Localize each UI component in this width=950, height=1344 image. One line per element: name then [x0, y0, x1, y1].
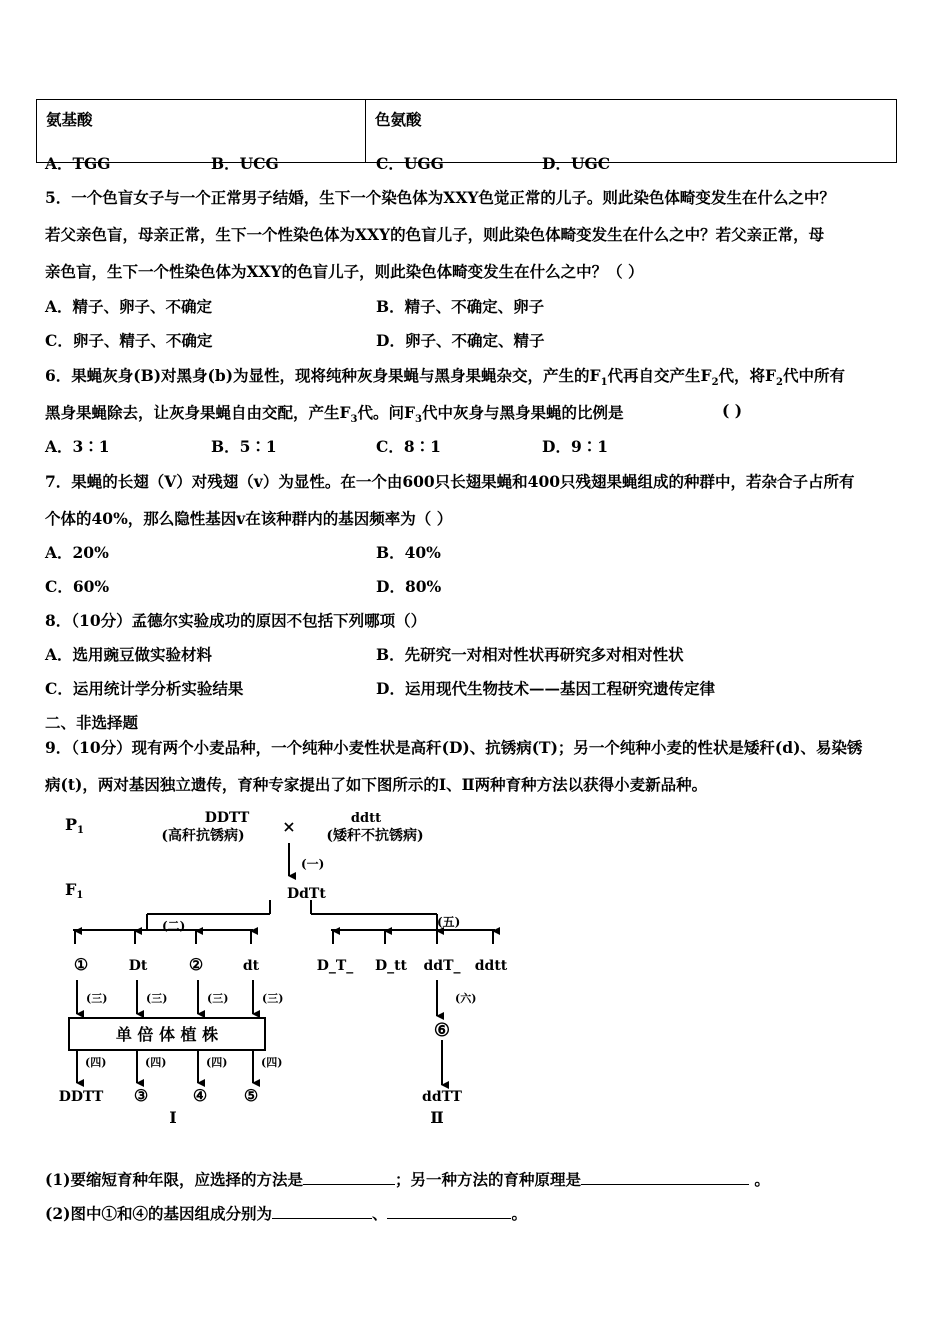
- f2-d-t: D_T_: [316, 958, 354, 974]
- answer-blank-2[interactable]: [581, 1170, 749, 1185]
- q7-option-a[interactable]: A．20%: [45, 543, 109, 562]
- haploid-plant-box: 单 倍 体 植 株: [115, 1025, 219, 1044]
- q8-stem: 8．（10分）孟德尔实验成功的原因不包括下列哪项（）: [45, 611, 427, 630]
- q6-answer-paren: ( ): [722, 401, 743, 420]
- p1-label: P1: [65, 815, 84, 836]
- q7-option-d[interactable]: D．80%: [376, 577, 442, 596]
- step-5-label: (五): [437, 915, 461, 929]
- step-6-label: (六): [455, 992, 477, 1005]
- q6-option-b[interactable]: B．5∶1: [211, 437, 277, 456]
- table-cell-header: 氨基酸: [37, 100, 366, 163]
- step-3-label-d: (三): [262, 992, 284, 1005]
- result-4: ④: [192, 1086, 208, 1105]
- q7-option-c[interactable]: C．60%: [45, 577, 110, 596]
- gamete-dt-upper: Dt: [128, 958, 148, 974]
- q6-option-c[interactable]: C．8∶1: [376, 437, 441, 456]
- cross-symbol: ×: [282, 817, 296, 836]
- q5-option-c[interactable]: C．卵子、精子、不确定: [45, 331, 213, 350]
- q9-stem-line2: 病(t)，两对基因独立遗传，育种专家提出了如下图所示的Ⅰ、Ⅱ两种育种方法以获得小麦新品种。: [45, 775, 708, 794]
- q5-stem-line1: 5．一个色盲女子与一个正常男子结婚，生下一个染色体为XXY色觉正常的儿子。则此染色体畸变发生在什么之中？: [45, 188, 835, 207]
- q4-option-c[interactable]: C．UGG: [376, 154, 444, 173]
- f2-d-tt: D_tt: [374, 958, 408, 974]
- result-6: ⑥: [433, 1020, 451, 1041]
- f1-genotype: DdTt: [287, 886, 326, 902]
- step-4-label-b: (四): [145, 1056, 167, 1069]
- step-2-label: (二): [162, 919, 186, 933]
- q5-stem-line3: 亲色盲，生下一个性染色体为XXY的色盲儿子，则此染色体畸变发生在什么之中？（ ）: [45, 262, 644, 281]
- breeding-diagram: [55, 808, 525, 1138]
- answer-blank-4[interactable]: [387, 1204, 511, 1219]
- f2-dd-t: ddT_: [423, 958, 461, 974]
- q4-option-a[interactable]: A．TGG: [45, 154, 111, 173]
- q9-subquestion-1: (1)要缩短育种年限，应选择的方法是 ；另一种方法的育种原理是 。: [45, 1170, 770, 1189]
- gamete-1: ①: [73, 955, 89, 974]
- table-cell-value: 色氨酸: [366, 100, 897, 163]
- parent1-genotype: DDTT: [204, 810, 250, 826]
- step-4-label-a: (四): [85, 1056, 107, 1069]
- method-1-label: Ⅰ: [169, 1108, 177, 1127]
- q8-option-d[interactable]: D．运用现代生物技术——基因工程研究遗传定律: [376, 679, 715, 698]
- step-3-label-a: (三): [86, 992, 108, 1005]
- q4-option-b[interactable]: B．UCG: [211, 154, 279, 173]
- method-2-label: Ⅱ: [430, 1108, 444, 1127]
- step-3-label-b: (三): [146, 992, 168, 1005]
- step-3-label-c: (三): [207, 992, 229, 1005]
- q6-option-d[interactable]: D．9∶1: [542, 437, 609, 456]
- q5-stem-line2: 若父亲色盲，母亲正常，生下一个性染色体为XXY的色盲儿子，则此染色体畸变发生在什么之中？若父亲正常，母: [45, 225, 825, 244]
- result-5: ⑤: [243, 1086, 259, 1105]
- q8-option-a[interactable]: A．选用豌豆做实验材料: [45, 645, 213, 664]
- q7-stem-line2: 个体的40%，那么隐性基因v在该种群内的基因频率为（ ）: [45, 509, 453, 528]
- parent2-genotype: ddtt: [350, 811, 382, 826]
- gamete-2: ②: [188, 955, 204, 974]
- q9-stem-line1: 9．（10分）现有两个小麦品种，一个纯种小麦性状是高秆(D)、抗锈病(T)；另一个纯种小麦的性状是矮秆(d)、易染锈: [45, 738, 863, 757]
- f2-ddtt: ddtt: [474, 958, 508, 974]
- q7-stem-line1: 7．果蝇的长翅（V）对残翅（v）为显性。在一个由600只长翅果蝇和400只残翅果蝇组成的种群中，若杂合子占所有: [45, 472, 855, 491]
- parent2-phenotype: (矮秆不抗锈病): [326, 828, 424, 844]
- step-4-label-c: (四): [206, 1056, 228, 1069]
- q7-option-b[interactable]: B．40%: [376, 543, 441, 562]
- step-1-label: (一): [301, 857, 325, 871]
- q4-option-d[interactable]: D．UGC: [542, 154, 611, 173]
- q5-option-b[interactable]: B．精子、不确定、卵子: [376, 297, 545, 316]
- result-3: ③: [133, 1086, 149, 1105]
- gamete-dt-lower: dt: [242, 958, 260, 974]
- step-4-label-d: (四): [261, 1056, 283, 1069]
- parent1-phenotype: (高秆抗锈病): [161, 828, 245, 844]
- result-ddtt-upper: DDTT: [58, 1089, 104, 1105]
- q9-subquestion-2: (2)图中①和④的基因组成分别为 、 。: [45, 1204, 527, 1223]
- result-ddTT: ddTT: [422, 1089, 462, 1105]
- q6-stem-line2: 黑身果蝇除去，让灰身果蝇自由交配，产生$F_3$代。问$F_3$代中灰身与黑身果蝇的比例是: [45, 403, 624, 426]
- q8-option-b[interactable]: B．先研究一对相对性状再研究多对相对性状: [376, 645, 684, 664]
- q5-option-a[interactable]: A．精子、卵子、不确定: [45, 297, 213, 316]
- q8-option-c[interactable]: C．运用统计学分析实验结果: [45, 679, 244, 698]
- amino-acid-table: [36, 99, 897, 163]
- q6-option-a[interactable]: A．3∶1: [45, 437, 110, 456]
- f1-label: F1: [65, 880, 84, 901]
- answer-blank-3[interactable]: [272, 1204, 372, 1219]
- q6-stem-line1: 6．果蝇灰身(B)对黑身(b)为显性，现将纯种灰身果蝇与黑身果蝇杂交，产生的$F_1$代再自交产生$F_2$代，将$F_2$代中所有: [45, 366, 846, 389]
- q5-option-d[interactable]: D．卵子、不确定、精子: [376, 331, 545, 350]
- answer-blank-1[interactable]: [303, 1170, 395, 1185]
- section-heading: 二、非选择题: [45, 713, 139, 732]
